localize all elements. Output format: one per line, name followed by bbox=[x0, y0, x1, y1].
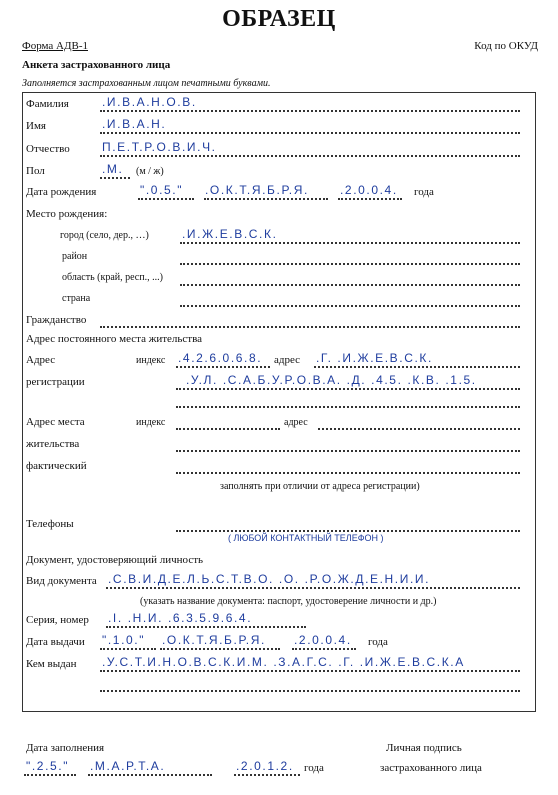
fact-address-line-2 bbox=[176, 448, 520, 452]
birth-year-value[interactable]: .2.0.0.4. bbox=[340, 183, 398, 197]
reg-address-section-label: Адрес постоянного места жительства bbox=[26, 333, 203, 345]
document-type-label: Вид документа bbox=[26, 575, 97, 587]
reg-address-value[interactable]: .Г. .И.Ж.Е.В.С.К. bbox=[316, 351, 433, 365]
sex-label: Пол bbox=[26, 165, 45, 177]
fill-year-suffix: года bbox=[304, 762, 324, 774]
phones-label: Телефоны bbox=[26, 518, 74, 530]
fact-address-label-3: фактический bbox=[26, 460, 87, 472]
patronymic-label: Отчество bbox=[26, 143, 70, 155]
issue-day-value[interactable]: ".1.0." bbox=[102, 633, 146, 647]
birth-place-label: Место рождения: bbox=[26, 208, 108, 220]
reg-address-label-2: регистрации bbox=[26, 376, 85, 388]
reg-address-line-3 bbox=[176, 404, 520, 408]
fact-address-line-3 bbox=[176, 470, 520, 474]
birth-region-line bbox=[180, 282, 520, 286]
issue-year-value[interactable]: .2.0.0.4. bbox=[294, 633, 352, 647]
issue-date-label: Дата выдачи bbox=[26, 636, 85, 648]
birth-day-value[interactable]: ".0.5." bbox=[140, 183, 184, 197]
surname-value[interactable]: .И.В.А.Н.О.В. bbox=[102, 95, 197, 109]
patronymic-value[interactable]: П.Е.Т.Р.О.В.И.Ч. bbox=[102, 140, 217, 154]
sex-hint: (м / ж) bbox=[136, 166, 164, 177]
anketa-title: Анкета застрахованного лица bbox=[22, 59, 171, 71]
reg-index-label: индекс bbox=[136, 355, 166, 366]
issue-month-value[interactable]: .О.К.Т.Я.Б.Р.Я. bbox=[162, 633, 266, 647]
citizenship-line bbox=[100, 324, 520, 328]
okud-code-label: Код по ОКУД bbox=[474, 40, 538, 52]
fact-address-label: Адрес места bbox=[26, 416, 85, 428]
fact-address-label-2: жительства bbox=[26, 438, 80, 450]
birth-country-label: страна bbox=[62, 293, 91, 304]
reg-address-label: Адрес bbox=[26, 354, 56, 366]
fill-date-label: Дата заполнения bbox=[26, 742, 105, 754]
issued-by-line-2 bbox=[100, 688, 520, 692]
phones-value[interactable]: ( ЛЮБОЙ КОНТАКТНЫЙ ТЕЛЕФОН ) bbox=[228, 533, 384, 543]
fact-address-field-label: адрес bbox=[284, 417, 308, 428]
name-value[interactable]: .И.В.А.Н. bbox=[102, 117, 167, 131]
birth-year-suffix: года bbox=[414, 186, 434, 198]
document-section-label: Документ, удостоверяющий личность bbox=[26, 554, 204, 566]
name-label: Имя bbox=[26, 120, 46, 132]
issue-year-suffix: года bbox=[368, 636, 388, 648]
document-type-note: (указать название документа: паспорт, удостоверение личности и др.) bbox=[140, 596, 437, 607]
series-number-value[interactable]: .I. .Н.И. .6.3.5.9.6.4. bbox=[108, 611, 253, 625]
signature-label: Личная подпись bbox=[386, 742, 462, 754]
reg-address-value-2[interactable]: .У.Л. .С.А.Б.У.Р.О.В.А. .Д. .4.5. .К.В. .1.5. bbox=[186, 373, 477, 387]
document-type-value[interactable]: .С.В.И.Д.Е.Л.Ь.С.Т.В.О. .О. .Р.О.Ж.Д.Е.Н.И.И. bbox=[108, 572, 431, 586]
fill-year-value[interactable]: .2.0.1.2. bbox=[236, 759, 294, 773]
surname-label: Фамилия bbox=[26, 98, 69, 110]
phones-line bbox=[176, 528, 520, 532]
birth-city-label: город (село, дер., …) bbox=[60, 230, 149, 241]
reg-index-value[interactable]: .4.2.6.0.6.8. bbox=[178, 351, 263, 365]
page-title: ОБРАЗЕЦ bbox=[222, 6, 336, 32]
reg-address-field-label: адрес bbox=[274, 354, 301, 366]
series-number-label: Серия, номер bbox=[26, 614, 89, 626]
birth-district-label: район bbox=[62, 251, 88, 262]
issued-by-value[interactable]: .У.С.Т.И.Н.О.В.С.К.И.М. .З.А.Г.С. .Г. .И.Ж.Е.В.С.К.А bbox=[102, 655, 465, 669]
fill-day-value[interactable]: ".2.5." bbox=[26, 759, 70, 773]
signature-label-2: застрахованного лица bbox=[380, 762, 482, 774]
birth-region-label: область (край, респ., ...) bbox=[62, 272, 163, 283]
issued-by-label: Кем выдан bbox=[26, 658, 77, 670]
fact-index-line bbox=[176, 426, 280, 430]
birth-country-line bbox=[180, 303, 520, 307]
fill-instruction: Заполняется застрахованным лицом печатными буквами. bbox=[22, 78, 271, 89]
birth-date-label: Дата рождения bbox=[26, 186, 97, 198]
fill-month-value[interactable]: .М.А.Р.Т.А. bbox=[90, 759, 166, 773]
form-name: Форма АДВ-1 bbox=[22, 40, 88, 52]
birth-district-line bbox=[180, 261, 520, 265]
fact-index-label: индекс bbox=[136, 417, 166, 428]
sex-value[interactable]: .М. bbox=[102, 162, 124, 176]
fact-address-line bbox=[318, 426, 520, 430]
citizenship-label: Гражданство bbox=[26, 314, 87, 326]
birth-month-value[interactable]: .О.К.Т.Я.Б.Р.Я. bbox=[205, 183, 309, 197]
birth-city-value[interactable]: .И.Ж.Е.В.С.К. bbox=[182, 227, 278, 241]
fact-address-note: заполнять при отличии от адреса регистрации) bbox=[220, 481, 420, 492]
